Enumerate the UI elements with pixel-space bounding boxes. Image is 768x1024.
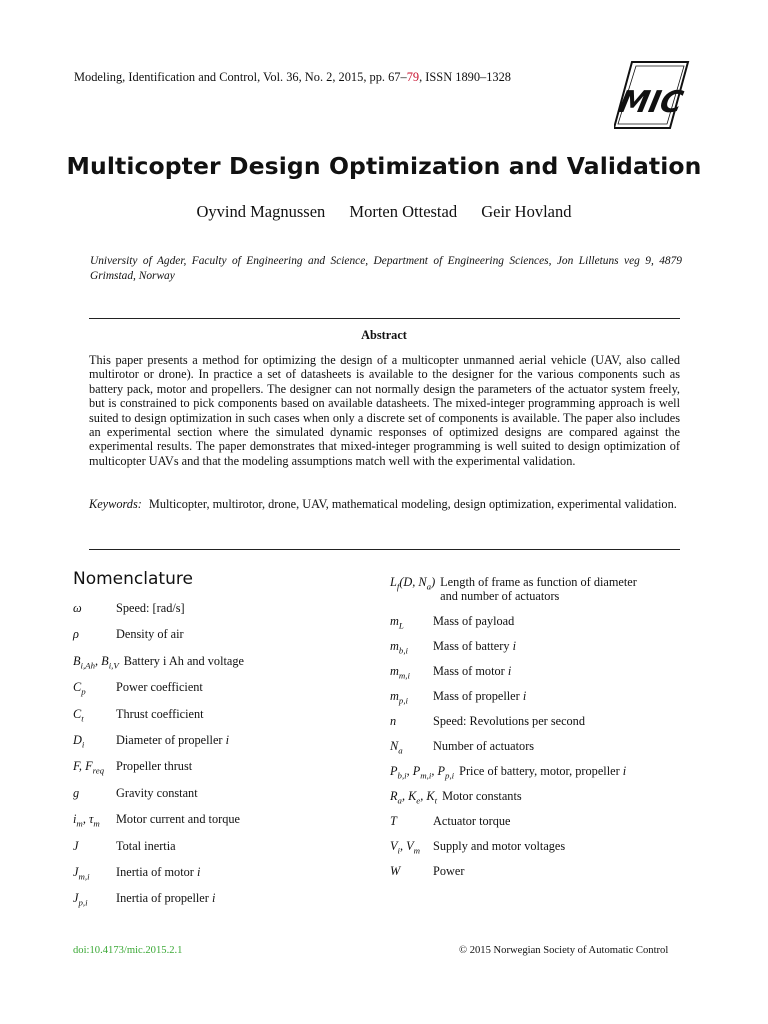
nomenclature-entry <box>73 707 373 723</box>
nomenclature-entry <box>390 739 690 755</box>
nomenclature-entry <box>390 864 690 880</box>
nomenclature-symbol: ρ <box>73 627 79 642</box>
nomenclature-symbol: $R_a$, $K_e$, $K_t$ <box>390 789 438 806</box>
nomenclature-definition: Inertia of motor i <box>116 865 201 879</box>
author-name: Oyvind Magnussen <box>196 202 326 221</box>
nomenclature-entry <box>390 839 690 855</box>
nomenclature-symbol: $B_{i,Ah}$, $B_{i,V}$ <box>73 653 119 671</box>
nomenclature-symbol: J <box>73 838 79 853</box>
nomenclature-entry <box>390 789 690 805</box>
nomenclature-symbol: $C_t$ <box>73 706 84 724</box>
nomenclature-definition-continued: and number of actuators <box>440 589 560 603</box>
nomenclature-definition: Mass of motor i <box>433 664 512 678</box>
keywords-text: Multicopter, multirotor, drone, UAV, mathematical modeling, design optimization, experimental validation. <box>148 497 677 511</box>
abstract-heading: Abstract <box>361 328 407 342</box>
nomenclature-symbol: $J_{p,i}$ <box>73 891 88 908</box>
nomenclature-heading: Nomenclature <box>73 569 193 589</box>
nomenclature-entry <box>390 614 690 630</box>
paper-title: Multicopter Design Optimization and Validation <box>66 152 702 180</box>
nomenclature-entry <box>73 839 373 855</box>
abstract-body: This paper presents a method for optimizing the design of a multicopter unmanned aerial vehicle (UAV, also called multirotor or drone). In practice a set of datasheets is available to the designer for the various components such as battery pack, motor and propellers. The designer can not normally design the parameters of the actuator system freely, but is constrained to pick components based on available datasheets. The mixed-integer programming approach is well suited to design optimization in such cases when only a discrete set of components is available. The paper also includes an experimental section where the simulated dynamic responses of optimized designs are compared against the experimental results. The paper demonstrates that mixed-integer programming is well suited to design optimization of multicopter UAVs and that the modeling assumptions match well with the experimental validation. <box>89 353 680 468</box>
nomenclature-entry <box>390 764 690 780</box>
nomenclature-definition: Thrust coefficient <box>116 706 204 721</box>
nomenclature-symbol: $L_f(D$, $N_a$) <box>390 575 436 592</box>
nomenclature-definition: Gravity constant <box>116 785 198 800</box>
nomenclature-symbol: W <box>390 864 401 878</box>
nomenclature-symbol: $C_p$ <box>73 680 86 697</box>
nomenclature-entry <box>73 680 373 696</box>
nomenclature-symbol: $D_i$ <box>73 733 85 750</box>
nomenclature-symbol: g <box>73 785 80 800</box>
nomenclature-definition: Density of air <box>116 627 184 642</box>
nomenclature-entry <box>390 689 690 705</box>
nomenclature-symbol: T <box>390 814 397 828</box>
nomenclature-symbol: $V_i$, $V_m$ <box>390 839 421 856</box>
nomenclature-definition: Supply and motor voltages <box>433 839 566 853</box>
nomenclature-definition: Power <box>433 864 465 878</box>
nomenclature-entry <box>390 639 690 655</box>
nomenclature-symbol: $m_{p,i}$ <box>390 689 408 706</box>
nomenclature-definition: Actuator torque <box>433 814 511 828</box>
copyright-notice: © 2015 Norwegian Society of Automatic Control <box>459 945 669 956</box>
nomenclature-definition: Motor constants <box>442 789 522 803</box>
nomenclature-definition: Mass of battery i <box>433 639 516 653</box>
nomenclature-definition: Battery i Ah and voltage <box>123 653 244 668</box>
nomenclature-entry <box>73 786 373 802</box>
doi-link[interactable]: doi:10.4173/mic.2015.2.1 <box>73 945 183 956</box>
nomenclature-definition: Mass of propeller i <box>433 689 527 703</box>
nomenclature-entry <box>73 865 373 881</box>
affiliation: University of Agder, Faculty of Engineering and Science, Department of Engineering Sciences, Jon Lilletuns veg 9, 4879 Grimstad, Norway <box>90 255 682 282</box>
author-name: Geir Hovland <box>481 202 572 221</box>
nomenclature-entry <box>390 814 690 830</box>
nomenclature-definition: Speed: Revolutions per second <box>433 714 585 728</box>
logo-text: MIC <box>615 85 687 120</box>
nomenclature-entry <box>73 601 373 617</box>
nomenclature-definition: Length of frame as function of diameter <box>440 575 637 589</box>
nomenclature-symbol: $J_{m,i}$ <box>73 865 90 882</box>
nomenclature-symbol: $N_a$ <box>390 739 403 756</box>
nomenclature-entry <box>73 733 373 749</box>
author-name: Morten Ottestad <box>349 202 458 221</box>
nomenclature-entry <box>73 654 373 670</box>
top-rule <box>89 318 680 319</box>
nomenclature-entry <box>73 812 373 828</box>
nomenclature-entry <box>390 714 690 730</box>
nomenclature-definition: Diameter of propeller i <box>116 733 230 747</box>
keywords-label: Keywords: <box>89 497 142 511</box>
nomenclature-entry <box>390 575 690 603</box>
nomenclature-definition: Mass of payload <box>433 614 515 628</box>
nomenclature-definition: Speed: [rad/s] <box>116 601 185 615</box>
nomenclature-definition: Power coefficient <box>116 680 203 695</box>
nomenclature-symbol: $P_{b,i}$, $P_{m,i}$, $P_{p,i}$ <box>390 764 455 781</box>
bottom-rule <box>89 549 680 550</box>
nomenclature-symbol: $m_{b,i}$ <box>390 639 408 656</box>
journal-prefix: Modeling, Identification and Control, Vol. 36, No. 2, 2015, pp. 67– <box>74 70 407 84</box>
nomenclature-entry <box>73 627 373 643</box>
nomenclature-symbol: F, $F_{req}$ <box>73 759 105 776</box>
journal-page-end-link[interactable]: 79 <box>406 70 420 84</box>
nomenclature-symbol: $m_{m,i}$ <box>390 664 410 681</box>
mic-logo <box>614 60 690 130</box>
nomenclature-symbol: ω <box>73 601 82 615</box>
nomenclature-definition: Motor current and torque <box>116 812 240 827</box>
author-list <box>0 202 768 222</box>
nomenclature-symbol: n <box>390 714 397 728</box>
journal-citation <box>74 70 511 85</box>
nomenclature-definition: Propeller thrust <box>116 759 193 774</box>
nomenclature-entry <box>390 664 690 680</box>
nomenclature-definition: Total inertia <box>116 838 176 853</box>
nomenclature-symbol: $m_L$ <box>390 614 404 631</box>
nomenclature-definition: Price of battery, motor, propeller i <box>459 764 627 778</box>
keywords <box>89 497 680 511</box>
nomenclature-entry <box>73 759 373 775</box>
nomenclature-entry <box>73 891 373 907</box>
journal-suffix: , ISSN 1890–1328 <box>419 70 512 84</box>
nomenclature-symbol: $i_m$, $\tau_m$ <box>73 812 100 829</box>
nomenclature-definition: Number of actuators <box>433 739 535 753</box>
nomenclature-definition: Inertia of propeller i <box>116 891 216 906</box>
